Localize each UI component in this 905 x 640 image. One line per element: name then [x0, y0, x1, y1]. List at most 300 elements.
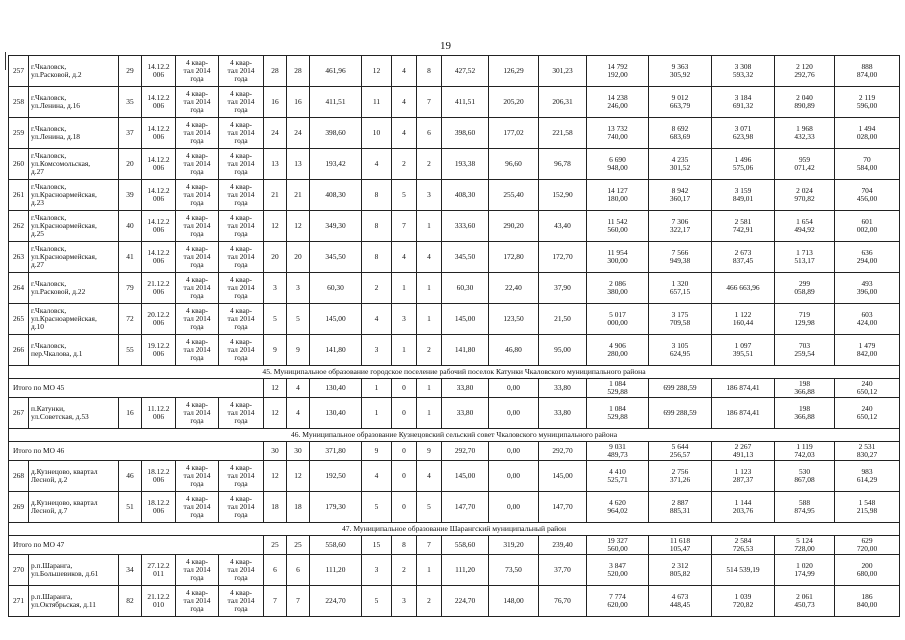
row-number-cell: 259 [9, 118, 29, 149]
table-cell: 466 663,96 [712, 273, 775, 304]
table-cell: 7 566 949,38 [649, 242, 712, 273]
table-cell: 147,70 [442, 492, 489, 523]
table-cell: 4 620 964,02 [587, 492, 649, 523]
table-cell: 1 [362, 398, 392, 429]
table-cell: 4 квар- тал 2014 года [176, 149, 219, 180]
table-cell: 4 [392, 242, 417, 273]
table-cell: 145,00 [442, 461, 489, 492]
table-cell: 172,70 [539, 242, 587, 273]
table-row [9, 398, 900, 429]
table-cell: 13 [264, 149, 287, 180]
subtotal-cell: 25 [264, 536, 287, 555]
table-cell: 1 [417, 273, 442, 304]
section-title: 46. Муниципальное образование Кузнецовский сельский совет Чкаловского муниципального района [9, 429, 900, 442]
table-cell: 73,50 [489, 555, 539, 586]
address-cell: г.Чкаловск, ул.Ленина, д.16 [29, 87, 119, 118]
table-cell: 3 847 520,00 [587, 555, 649, 586]
table-cell: 46,80 [489, 335, 539, 366]
table-cell: 888 874,00 [835, 56, 900, 87]
table-cell: 4 квар- тал 2014 года [176, 555, 219, 586]
table-cell: 70 584,00 [835, 149, 900, 180]
table-cell: 983 614,29 [835, 461, 900, 492]
table-cell: 2 120 292,76 [775, 56, 835, 87]
table-cell: 1 084 529,88 [587, 398, 649, 429]
table-cell: 493 396,00 [835, 273, 900, 304]
table-cell: 5 [287, 304, 310, 335]
table-cell: 1 494 028,00 [835, 118, 900, 149]
table-cell: 1 097 395,51 [712, 335, 775, 366]
table-cell: 4 квар- тал 2014 года [219, 149, 264, 180]
table-cell: 0,00 [489, 492, 539, 523]
subtotal-cell: 5 124 728,00 [775, 536, 835, 555]
table-cell: 345,50 [310, 242, 362, 273]
table-cell: 1 039 720,82 [712, 586, 775, 617]
table-cell: 4 квар- тал 2014 года [219, 118, 264, 149]
table-cell: 398,60 [310, 118, 362, 149]
table-cell: 9 012 663,79 [649, 87, 712, 118]
table-cell: 4 квар- тал 2014 года [176, 56, 219, 87]
subtotal-cell: 30 [264, 442, 287, 461]
table-cell: 148,00 [489, 586, 539, 617]
table-cell: 198 366,88 [775, 398, 835, 429]
table-cell: 4 [362, 304, 392, 335]
subtotal-cell: 7 [417, 536, 442, 555]
table-cell: 8 [362, 180, 392, 211]
subtotal-cell: 371,80 [310, 442, 362, 461]
row-number-cell: 271 [9, 586, 29, 617]
table-cell: 11 [362, 87, 392, 118]
table-cell: 1 144 203,76 [712, 492, 775, 523]
table-cell: 7 [417, 87, 442, 118]
table-cell: 4 квар- тал 2014 года [176, 242, 219, 273]
table-cell: 2 [362, 273, 392, 304]
table-cell: 4 квар- тал 2014 года [219, 211, 264, 242]
subtotal-cell: 33,80 [539, 379, 587, 398]
margin-mark [5, 52, 6, 70]
table-cell: 4 квар- тал 2014 года [176, 180, 219, 211]
table-row [9, 335, 900, 366]
table-cell: 4 квар- тал 2014 года [219, 586, 264, 617]
row-number-cell: 262 [9, 211, 29, 242]
table-cell: 2 887 885,31 [649, 492, 712, 523]
table-cell: 33,80 [539, 398, 587, 429]
subtotal-cell: 9 031 489,73 [587, 442, 649, 461]
table-cell: 21,50 [539, 304, 587, 335]
table-cell: 8 [362, 211, 392, 242]
subtotal-cell: 699 288,59 [649, 379, 712, 398]
address-cell: г.Чкаловск, ул.Красноармейская, д.10 [29, 304, 119, 335]
table-cell: 4 квар- тал 2014 года [176, 586, 219, 617]
table-cell: 18.12.2 006 [142, 492, 176, 523]
table-cell: 2 040 890,89 [775, 87, 835, 118]
table-cell: 186 840,00 [835, 586, 900, 617]
table-cell: 4 квар- тал 2014 года [176, 87, 219, 118]
table-cell: 1 123 287,37 [712, 461, 775, 492]
section-header-row [9, 523, 900, 536]
table-cell: 14.12.2 006 [142, 149, 176, 180]
table-cell: 7 306 322,17 [649, 211, 712, 242]
table-cell: 11.12.2 006 [142, 398, 176, 429]
table-cell: 8 [417, 56, 442, 87]
table-cell: 221,58 [539, 118, 587, 149]
table-cell: 1 479 842,00 [835, 335, 900, 366]
table-cell: 12 [264, 398, 287, 429]
row-number-cell: 269 [9, 492, 29, 523]
subtotal-cell: 1 119 742,03 [775, 442, 835, 461]
table-row [9, 211, 900, 242]
table-cell: 349,30 [310, 211, 362, 242]
table-cell: 0 [392, 492, 417, 523]
table-cell: 398,60 [442, 118, 489, 149]
table-cell: 224,70 [310, 586, 362, 617]
table-cell: 1 020 174,99 [775, 555, 835, 586]
subtotal-cell: 15 [362, 536, 392, 555]
table-cell: 1 [417, 211, 442, 242]
table-cell: 703 259,54 [775, 335, 835, 366]
table-cell: 14.12.2 006 [142, 56, 176, 87]
table-cell: 4 [417, 242, 442, 273]
table-cell: 41 [119, 242, 142, 273]
table-cell: 411,51 [442, 87, 489, 118]
subtotal-cell: 19 327 560,00 [587, 536, 649, 555]
table-cell: 959 071,42 [775, 149, 835, 180]
table-cell: 5 [362, 586, 392, 617]
subtotal-label: Итого по МО 45 [9, 379, 264, 398]
table-cell: 8 942 360,17 [649, 180, 712, 211]
table-cell: 3 159 849,01 [712, 180, 775, 211]
table-cell: 22,40 [489, 273, 539, 304]
table-body [9, 56, 900, 617]
table-cell: 3 105 624,95 [649, 335, 712, 366]
subtotal-cell: 5 644 256,57 [649, 442, 712, 461]
table-cell: 427,52 [442, 56, 489, 87]
table-cell: 14.12.2 006 [142, 242, 176, 273]
table-cell: 8 [362, 242, 392, 273]
table-cell: 28 [264, 56, 287, 87]
section-header-row [9, 366, 900, 379]
table-cell: 588 874,95 [775, 492, 835, 523]
subtotal-cell: 12 [264, 379, 287, 398]
table-cell: 0,00 [489, 461, 539, 492]
table-cell: 186 874,41 [712, 398, 775, 429]
table-cell: 603 424,00 [835, 304, 900, 335]
table-cell: 4 квар- тал 2014 года [219, 242, 264, 273]
table-cell: 2 673 837,45 [712, 242, 775, 273]
table-cell: 5 [362, 492, 392, 523]
address-cell: г.Чкаловск, ул.Комсомольская, д.27 [29, 149, 119, 180]
table-cell: 2 061 450,73 [775, 586, 835, 617]
table-cell: 13 732 740,00 [587, 118, 649, 149]
row-number-cell: 263 [9, 242, 29, 273]
table-cell: 4 [362, 149, 392, 180]
table-cell: 2 [417, 149, 442, 180]
table-cell: 4 квар- тал 2014 года [176, 304, 219, 335]
table-cell: 3 [264, 273, 287, 304]
table-cell: 4 410 525,71 [587, 461, 649, 492]
table-cell: 4 [417, 461, 442, 492]
table-cell: 1 968 432,33 [775, 118, 835, 149]
table-cell: 1 320 657,15 [649, 273, 712, 304]
table-cell: 141,80 [442, 335, 489, 366]
table-cell: 8 692 683,69 [649, 118, 712, 149]
address-cell: г.Чкаловск, ул.Расковой, д.22 [29, 273, 119, 304]
table-cell: 179,30 [310, 492, 362, 523]
subtotal-row [9, 379, 900, 398]
table-cell: 3 [362, 555, 392, 586]
table-cell: 1 [417, 304, 442, 335]
row-number-cell: 268 [9, 461, 29, 492]
table-cell: 141,80 [310, 335, 362, 366]
table-cell: 19.12.2 006 [142, 335, 176, 366]
table-cell: 4 квар- тал 2014 года [219, 180, 264, 211]
table-cell: 1 548 215,98 [835, 492, 900, 523]
table-cell: 126,29 [489, 56, 539, 87]
table-cell: 3 071 623,98 [712, 118, 775, 149]
table-cell: 21 [264, 180, 287, 211]
table-cell: 14.12.2 006 [142, 180, 176, 211]
table-cell: 1 654 494,92 [775, 211, 835, 242]
table-cell: 345,50 [442, 242, 489, 273]
table-cell: 96,78 [539, 149, 587, 180]
table-cell: 12 [287, 211, 310, 242]
table-cell: 5 [392, 180, 417, 211]
section-title: 47. Муниципальное образование Шарангский муниципальный район [9, 523, 900, 536]
table-cell: 16 [119, 398, 142, 429]
table-cell: 4 квар- тал 2014 года [176, 211, 219, 242]
subtotal-cell: 2 267 491,13 [712, 442, 775, 461]
table-cell: 4 квар- тал 2014 года [176, 335, 219, 366]
table-cell: 34 [119, 555, 142, 586]
table-cell: 2 [392, 555, 417, 586]
table-cell: 240 650,12 [835, 398, 900, 429]
address-cell: г.Чкаловск, ул.Ленина, д.18 [29, 118, 119, 149]
address-cell: д.Кузнецово, квартал Лесной, д.2 [29, 461, 119, 492]
table-cell: 4 квар- тал 2014 года [176, 461, 219, 492]
table-cell: 408,30 [310, 180, 362, 211]
table-cell: 514 539,19 [712, 555, 775, 586]
table-row [9, 586, 900, 617]
table-cell: 14 238 246,00 [587, 87, 649, 118]
table-cell: 299 058,89 [775, 273, 835, 304]
table-cell: 1 [417, 555, 442, 586]
table-cell: 51 [119, 492, 142, 523]
table-cell: 72 [119, 304, 142, 335]
table-cell: 601 002,00 [835, 211, 900, 242]
subtotal-cell: 4 [287, 379, 310, 398]
table-cell: 123,50 [489, 304, 539, 335]
row-number-cell: 257 [9, 56, 29, 87]
table-cell: 147,70 [539, 492, 587, 523]
subtotal-cell: 25 [287, 536, 310, 555]
section-title: 45. Муниципальное образование городское поселение рабочий поселок Катунки Чкаловского муниципального района [9, 366, 900, 379]
table-cell: 192,50 [310, 461, 362, 492]
table-cell: 145,00 [539, 461, 587, 492]
table-cell: 719 129,98 [775, 304, 835, 335]
table-cell: 7 774 620,00 [587, 586, 649, 617]
subtotal-cell: 9 [362, 442, 392, 461]
table-cell: 40 [119, 211, 142, 242]
table-cell: 10 [362, 118, 392, 149]
row-number-cell: 261 [9, 180, 29, 211]
row-number-cell: 264 [9, 273, 29, 304]
subtotal-cell: 239,40 [539, 536, 587, 555]
row-number-cell: 270 [9, 555, 29, 586]
table-cell: 408,30 [442, 180, 489, 211]
subtotal-cell: 1 084 529,88 [587, 379, 649, 398]
row-number-cell: 265 [9, 304, 29, 335]
table-cell: 2 756 371,26 [649, 461, 712, 492]
table-cell: 21.12.2 010 [142, 586, 176, 617]
table-cell: 3 [392, 304, 417, 335]
subtotal-cell: 292,70 [442, 442, 489, 461]
table-cell: 18.12.2 006 [142, 461, 176, 492]
table-row [9, 492, 900, 523]
subtotal-cell: 558,60 [442, 536, 489, 555]
table-cell: 3 184 691,32 [712, 87, 775, 118]
subtotal-cell: 0 [392, 379, 417, 398]
table-cell: 12 [362, 56, 392, 87]
table-cell: 28 [287, 56, 310, 87]
table-cell: 4 квар- тал 2014 года [219, 56, 264, 87]
subtotal-cell: 1 [417, 379, 442, 398]
subtotal-cell: 2 584 726,53 [712, 536, 775, 555]
table-cell: 145,00 [310, 304, 362, 335]
address-cell: р.п.Шаранга, ул.Октябрьская, д.11 [29, 586, 119, 617]
table-cell: 11 954 300,00 [587, 242, 649, 273]
table-cell: 18 [264, 492, 287, 523]
address-cell: г.Чкаловск, пер.Чкалова, д.1 [29, 335, 119, 366]
address-cell: п.Катунки, ул.Советская, д.53 [29, 398, 119, 429]
table-cell: 461,96 [310, 56, 362, 87]
table-cell: 20 [287, 242, 310, 273]
table-cell: 2 086 380,00 [587, 273, 649, 304]
subtotal-cell: 629 720,00 [835, 536, 900, 555]
table-cell: 4 квар- тал 2014 года [219, 273, 264, 304]
table-cell: 4 [392, 56, 417, 87]
address-cell: р.п.Шаранга, ул.Большевиков, д.61 [29, 555, 119, 586]
subtotal-cell: 319,20 [489, 536, 539, 555]
table-cell: 4 [392, 87, 417, 118]
table-cell: 12 [264, 461, 287, 492]
subtotal-row [9, 536, 900, 555]
table-cell: 4 квар- тал 2014 года [219, 335, 264, 366]
table-cell: 290,20 [489, 211, 539, 242]
table-row [9, 56, 900, 87]
table-cell: 3 [362, 335, 392, 366]
table-cell: 1 122 160,44 [712, 304, 775, 335]
table-cell: 4 235 301,52 [649, 149, 712, 180]
table-cell: 4 квар- тал 2014 года [176, 273, 219, 304]
table-cell: 9 363 305,92 [649, 56, 712, 87]
table-cell: 2 581 742,91 [712, 211, 775, 242]
table-cell: 13 [287, 149, 310, 180]
table-cell: 16 [264, 87, 287, 118]
table-cell: 6 690 948,00 [587, 149, 649, 180]
table-cell: 9 [287, 335, 310, 366]
table-cell: 95,00 [539, 335, 587, 366]
subtotal-cell: 2 531 830,27 [835, 442, 900, 461]
table-cell: 4 квар- тал 2014 года [219, 492, 264, 523]
subtotal-cell: 292,70 [539, 442, 587, 461]
subtotal-cell: 33,80 [442, 379, 489, 398]
address-cell: д.Кузнецово, квартал Лесной, д.7 [29, 492, 119, 523]
subtotal-cell: 198 366,88 [775, 379, 835, 398]
subtotal-cell: 186 874,41 [712, 379, 775, 398]
table-cell: 14 127 180,00 [587, 180, 649, 211]
table-cell: 14.12.2 006 [142, 87, 176, 118]
table-row [9, 118, 900, 149]
table-cell: 1 [392, 335, 417, 366]
table-cell: 224,70 [442, 586, 489, 617]
table-cell: 4 квар- тал 2014 года [219, 398, 264, 429]
table-cell: 4 673 448,45 [649, 586, 712, 617]
table-cell: 4 квар- тал 2014 года [176, 398, 219, 429]
table-cell: 6 [417, 118, 442, 149]
table-cell: 20.12.2 006 [142, 304, 176, 335]
table-cell: 35 [119, 87, 142, 118]
table-cell: 699 288,59 [649, 398, 712, 429]
table-cell: 16 [287, 87, 310, 118]
table-cell: 6 [264, 555, 287, 586]
table-cell: 96,60 [489, 149, 539, 180]
address-cell: г.Чкаловск, ул.Красноармейская, д.25 [29, 211, 119, 242]
table-cell: 29 [119, 56, 142, 87]
subtotal-cell: 0,00 [489, 379, 539, 398]
table-cell: 2 119 596,00 [835, 87, 900, 118]
subtotal-cell: 11 618 105,47 [649, 536, 712, 555]
table-cell: 205,20 [489, 87, 539, 118]
table-row [9, 273, 900, 304]
table-cell: 24 [287, 118, 310, 149]
table-cell: 39 [119, 180, 142, 211]
table-cell: 43,40 [539, 211, 587, 242]
table-cell: 37,90 [539, 273, 587, 304]
subtotal-cell: 558,60 [310, 536, 362, 555]
table-cell: 1 [417, 398, 442, 429]
table-cell: 2 312 805,82 [649, 555, 712, 586]
table-cell: 12 [287, 461, 310, 492]
table-cell: 255,40 [489, 180, 539, 211]
table-cell: 2 [417, 335, 442, 366]
table-row [9, 304, 900, 335]
table-cell: 704 456,00 [835, 180, 900, 211]
table-cell: 4 квар- тал 2014 года [219, 555, 264, 586]
table-cell: 24 [264, 118, 287, 149]
table-cell: 60,30 [442, 273, 489, 304]
table-row [9, 555, 900, 586]
table-cell: 333,60 [442, 211, 489, 242]
table-cell: 4 [287, 398, 310, 429]
row-number-cell: 258 [9, 87, 29, 118]
table-cell: 2 [417, 586, 442, 617]
table-cell: 11 542 560,00 [587, 211, 649, 242]
table-cell: 177,02 [489, 118, 539, 149]
subtotal-cell: 8 [392, 536, 417, 555]
table-cell: 21.12.2 006 [142, 273, 176, 304]
table-cell: 4 квар- тал 2014 года [219, 87, 264, 118]
table-cell: 1 [392, 273, 417, 304]
subtotal-cell: 0 [392, 442, 417, 461]
housing-resettlement-table [8, 55, 900, 617]
address-cell: г.Чкаловск, ул.Расковой, д.2 [29, 56, 119, 87]
table-cell: 111,20 [310, 555, 362, 586]
table-cell: 7 [392, 211, 417, 242]
table-cell: 3 [287, 273, 310, 304]
table-cell: 4 квар- тал 2014 года [176, 492, 219, 523]
table-cell: 530 867,08 [775, 461, 835, 492]
table-cell: 37 [119, 118, 142, 149]
table-cell: 1 496 575,06 [712, 149, 775, 180]
